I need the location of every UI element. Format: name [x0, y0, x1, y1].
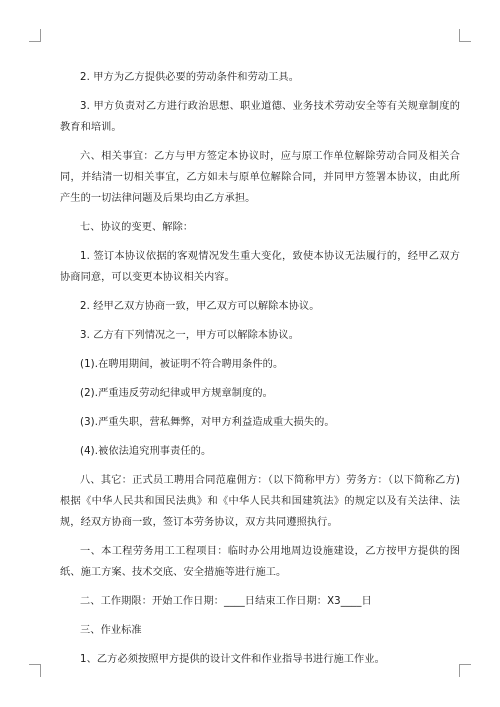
crop-mark-bottom-left-horizontal	[29, 664, 40, 665]
paragraph-other: 八、其它：正式员工聘用合同范雇佣方：（以下简称甲方）劳务方：（以下简称乙方)根据《中华人民共和国民法典》和《中华人民共和国建筑法》的规定以及有关法律、法规，经双方协商一致，签订本劳务协议，双方共同遵照执行。	[60, 475, 460, 528]
crop-mark-top-left-vertical	[40, 29, 41, 42]
crop-mark-bottom-right-horizontal	[460, 664, 471, 665]
paragraph-mutual-termination: 2. 经甲乙双方协商一致，甲乙双方可以解除本协议。	[80, 301, 320, 312]
list-item-probation: (1).在聘用期间，被证明不符合聘用条件的。	[80, 359, 284, 370]
list-item-criminal: (4).被依法追究刑事责任的。	[80, 446, 212, 457]
document-body	[60, 67, 460, 678]
crop-mark-top-right-horizontal	[460, 41, 471, 42]
list-item-discipline: (2).严重违反劳动纪律或甲方规章制度的。	[80, 388, 273, 399]
crop-mark-top-left-horizontal	[29, 41, 40, 42]
paragraph-termination-cases: 3. 乙方有下列情况之一，甲方可以解除本协议。	[80, 330, 300, 341]
paragraph-work-period: 二、工作期限：开始工作日期：____日结束工作日期：X3____日	[80, 596, 372, 607]
list-item-misconduct: (3).严重失职，营私舞弊，对甲方利益造成重大损失的。	[80, 417, 335, 428]
paragraph-change-conditions: 1. 签订本协议依据的客观情况发生重大变化，致使本协议无法履行的，经甲乙双方协商同意，可以变更本协议相关内容。	[60, 251, 460, 283]
section-heading-work-standard: 三、作业标准	[80, 625, 142, 636]
paragraph-provide-conditions: 2. 甲方为乙方提供必要的劳动条件和劳动工具。	[80, 72, 300, 83]
paragraph-training: 3. 甲方负责对乙方进行政治思想、职业道德、业务技术劳动安全等有关规章制度的教育和培训。	[60, 101, 460, 133]
paragraph-project: 一、本工程劳务用工工程项目：临时办公用地周边设施建设，乙方按甲方提供的图纸、施工方案、技术交底、安全措施等进行施工。	[60, 546, 460, 578]
paragraph-design-docs: 1、乙方必须按照甲方提供的设计文件和作业指导书进行施工作业。	[80, 654, 385, 665]
paragraph-related-matters: 六、相关事宜：乙方与甲方签定本协议时，应与原工作单位解除劳动合同及相关合同，并结清一切相关事宜，乙方如未与原单位解除合同，并同甲方签署本协议，由此所产生的一切法律问题及后果均由乙方承担。	[60, 151, 460, 204]
section-heading-change-termination: 七、协议的变更、解除：	[80, 222, 194, 233]
crop-mark-bottom-left-vertical	[40, 664, 41, 677]
